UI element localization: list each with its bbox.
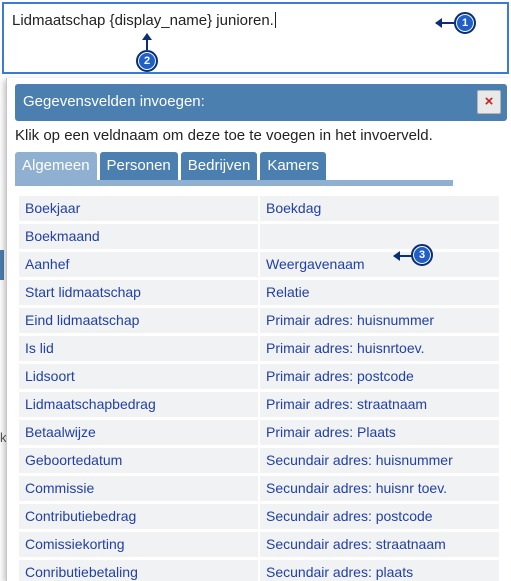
field-item[interactable]: Boekmaand <box>19 224 258 249</box>
close-button[interactable]: × <box>477 90 501 114</box>
field-row <box>19 448 499 473</box>
field-item[interactable]: Primair adres: postcode <box>260 364 499 389</box>
template-input-text: Lidmaatschap {display_name} junioren. <box>12 12 274 29</box>
field-item[interactable]: Conributiebetaling <box>19 560 258 581</box>
annotation-badge-3: 3 <box>411 244 433 266</box>
field-item[interactable]: Secundair adres: postcode <box>260 504 499 529</box>
annotation-arrow-2 <box>146 34 148 50</box>
field-item[interactable]: Primair adres: huisnummer <box>260 308 499 333</box>
field-row <box>19 532 499 557</box>
text-caret <box>275 12 276 28</box>
field-item[interactable]: Relatie <box>260 280 499 305</box>
tab-bedrijven[interactable]: Bedrijven <box>181 152 258 180</box>
field-item[interactable]: Primair adres: huisnrtoev. <box>260 336 499 361</box>
field-item[interactable]: Aanhef <box>19 252 258 277</box>
field-row <box>19 504 499 529</box>
field-item[interactable]: Primair adres: straatnaam <box>260 392 499 417</box>
field-item[interactable]: Secundair adres: huisnr toev. <box>260 476 499 501</box>
field-row <box>19 392 499 417</box>
field-item[interactable]: Betaalwijze <box>19 420 258 445</box>
field-row <box>19 196 499 221</box>
tab-bar <box>15 152 329 180</box>
field-item[interactable]: Contributiebedrag <box>19 504 258 529</box>
tab-kamers[interactable]: Kamers <box>260 152 326 180</box>
field-item <box>260 224 499 249</box>
field-item[interactable]: Lidsoort <box>19 364 258 389</box>
field-row <box>19 364 499 389</box>
dialog-header <box>15 84 507 121</box>
field-row <box>19 420 499 445</box>
field-item[interactable]: Lidmaatschapbedrag <box>19 392 258 417</box>
field-item[interactable]: Secundair adres: straatnaam <box>260 532 499 557</box>
field-item[interactable]: Geboortedatum <box>19 448 258 473</box>
field-item[interactable]: Secundair adres: huisnummer <box>260 448 499 473</box>
field-row <box>19 308 499 333</box>
field-item[interactable]: Primair adres: Plaats <box>260 420 499 445</box>
dialog-instruction: Klik op een veldnaam om deze toe te voegen in het invoerveld. <box>15 127 433 144</box>
background-window-edge <box>0 250 4 280</box>
dialog-title: Gegevensvelden invoegen: <box>23 93 205 110</box>
field-item[interactable]: Is lid <box>19 336 258 361</box>
field-item[interactable]: Eind lidmaatschap <box>19 308 258 333</box>
insert-fields-dialog <box>6 78 511 581</box>
field-row <box>19 476 499 501</box>
field-item[interactable]: Weergavenaam <box>260 252 499 277</box>
annotation-arrow-3 <box>394 255 412 257</box>
field-item[interactable]: Start lidmaatschap <box>19 280 258 305</box>
template-input[interactable] <box>2 2 509 74</box>
annotation-badge-2: 2 <box>136 50 158 72</box>
tab-underline <box>15 180 453 186</box>
field-row <box>19 280 499 305</box>
field-item[interactable]: Commissie <box>19 476 258 501</box>
field-item[interactable]: Secundair adres: plaats <box>260 560 499 581</box>
field-item[interactable]: Boekdag <box>260 196 499 221</box>
tab-algemeen[interactable]: Algemeen <box>15 152 97 180</box>
tab-personen[interactable]: Personen <box>100 152 178 180</box>
field-item[interactable]: Comissiekorting <box>19 532 258 557</box>
field-item[interactable]: Boekjaar <box>19 196 258 221</box>
annotation-badge-1: 1 <box>454 12 476 34</box>
annotation-arrow-1 <box>436 22 454 24</box>
field-row <box>19 336 499 361</box>
background-text-fragment: k <box>0 430 7 445</box>
field-row <box>19 560 499 581</box>
